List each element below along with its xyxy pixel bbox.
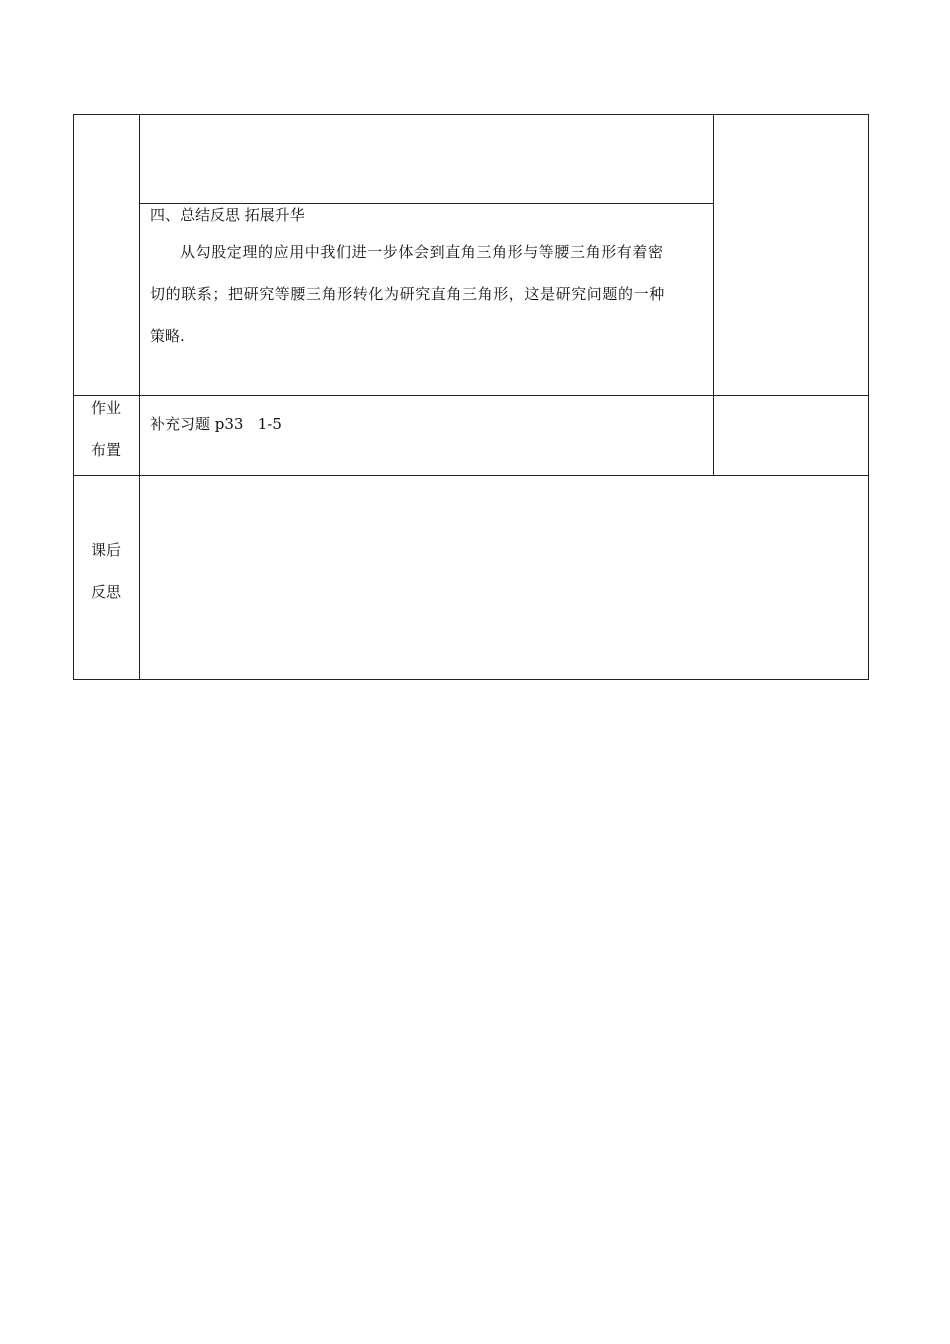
table-bottom-border — [73, 679, 869, 680]
section-four-paragraph-line-1: 从勾股定理的应用中我们进一步体会到直角三角形与等腰三角形有着密 — [180, 243, 664, 261]
notes-column-divider — [713, 114, 714, 475]
homework-label-line-1: 作业 — [90, 399, 121, 417]
row-divider-reflection — [73, 475, 869, 476]
homework-content: 补充习题 p33 1-5 — [150, 415, 282, 433]
table-top-border — [73, 114, 869, 115]
table-right-border — [868, 114, 869, 680]
reflection-label-line-1: 课后 — [90, 541, 121, 559]
homework-label-line-2: 布置 — [90, 441, 121, 459]
section-four-paragraph-line-2: 切的联系；把研究等腰三角形转化为研究直角三角形，这是研究问题的一种 — [150, 285, 665, 303]
label-column-divider — [139, 114, 140, 680]
content-inner-divider — [139, 203, 714, 204]
reflection-label-line-2: 反思 — [90, 583, 121, 601]
section-four-paragraph-line-3: 策略. — [150, 327, 185, 345]
section-four-heading: 四、总结反思 拓展升华 — [150, 206, 305, 224]
row-divider-homework — [73, 395, 869, 396]
